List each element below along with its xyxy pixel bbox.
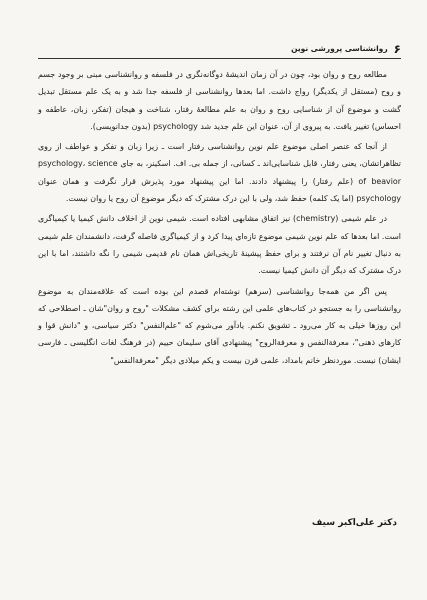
page-number: ۶ [393,42,401,56]
paragraph-1: مطالعه روح و روان بود، چون در آن زمان اندیشهٔ دوگانه‌نگری در فلسفه و روانشناسی مبنی بر وجود جسم و روح (مستقل از یکدیگر) رواج داشت. اما بعدها روانشناسی از فلسفه جدا شد و به یک علم مستقل تبدیل گشت و موضوع آن از شناسایی روح و روان به علم مطالعهٔ رفتار، شناخت و هیجان (تفکر، زبان، عاطفه و احساس) تغییر یافت. به پیروی از آن، عنوان این علم جدید شد psychology (بدون جدانویسی). [38,70,401,131]
running-title: روانشناسی پرورشی نوین [291,44,388,53]
author-signature: دکتر علی‌اکبر سیف [311,518,397,528]
paragraph-3: در علم شیمی (chemistry) نیز اتفاق مشابهی افتاده است. شیمی نوین از اخلاف دانش کیمیا یا کیمیاگری است. اما بعدها که علم نوین شیمی موضوع تازه‌ای پیدا کرد و از کیمیاگری فاصله گرفت، دانشمندان علم شیمی به دنبال تغییر نام آن نرفتند و برای حفظ پیشینهٔ تاریخی‌اش همان نام قدیمی شیمی را نگه داشتند، اما با این درک مشترک که دیگر آن دانش کیمیا نیست. [38,214,401,276]
page-header [38,38,401,56]
paragraph-4: پس اگر من همه‌جا روانشناسی (سرهم) نوشته‌ام قصدم این بوده است که علاقه‌مندان به موضوع روانشناسی را به جستجو در کتاب‌های علمی این رشته برای کشف مشکلات "روح و روان"شان ـ اصطلاحی که این روزها خیلی به کار می‌رود ـ تشویق نکنم. یادآور می‌شوم که "علم‌النفس" دکتر سیاسی، و "دانش قوا و کارهای ذهنی"، معرفةالنفس و معرفةالروح" پیشنهادی آقای سلیمان حییم (در فرهنگ لغات انگلیسی ـ فارسی ایشان) نیست. مورد‌نظر خانم بامداد، علمی قرن بیست و یکم میلادی دیگر "معرفةالنفس" [38,286,401,365]
header-rule [38,58,401,59]
body-text [38,66,401,369]
paragraph-2: از آنجا که عنصر اصلی موضوع علم نوین روانشناسی رفتار است ـ زیرا زبان و تفکر و عواطف از روی تظاهراتشان، یعنی رفتار، قابل شناسایی‌اند ـ کسانی، از جمله بی. اف. اسکینر، به جای psychology، science of beavior (علم رفتار) را پیشنهاد دادند. اما این پیشنهاد مورد پذیرش قرار نگرفت و همان عنوان psychology (اما یک کلمه) حفظ شد، ولی با این درک مشترک که دیگر موضوع آن روح یا روان نیست. [38,142,401,204]
